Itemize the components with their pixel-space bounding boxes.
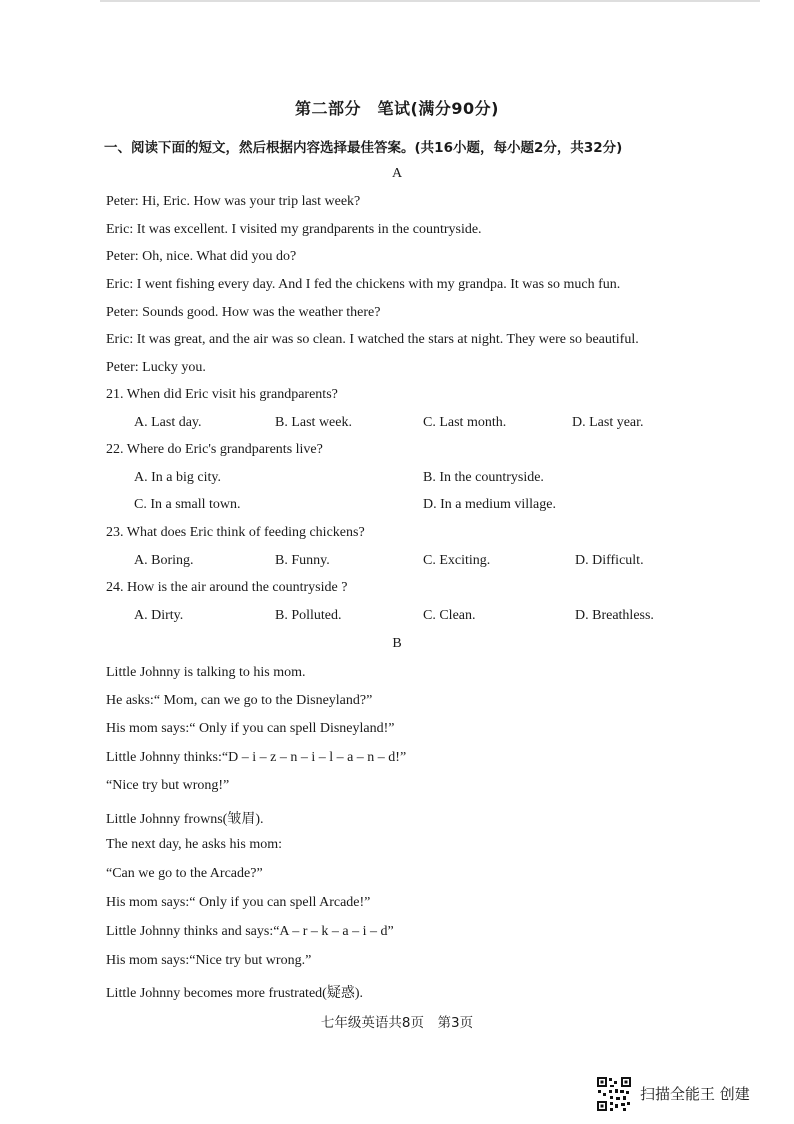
passage-line: His mom says:“ Only if you can spell Arcade!” <box>106 895 371 910</box>
passage-line: His mom says:“Nice try but wrong.” <box>106 953 312 968</box>
option-24-a: A. Dirty. <box>134 608 184 623</box>
option-24-c: C. Clean. <box>423 608 476 623</box>
option-23-d: D. Difficult. <box>575 553 644 568</box>
question-22: 22. Where do Eric's grandparents live? <box>106 442 323 457</box>
option-21-d: D. Last year. <box>572 415 644 430</box>
question-23: 23. What does Eric think of feeding chickens? <box>106 525 365 540</box>
question-24: 24. How is the air around the countryside ? <box>106 580 348 595</box>
passage-line: His mom says:“ Only if you can spell Disneyland!” <box>106 721 395 736</box>
option-22-c: C. In a small town. <box>134 497 241 512</box>
dialogue-line: Peter: Lucky you. <box>106 360 206 375</box>
passage-b-label: B <box>392 636 402 651</box>
passage-line: Little Johnny is talking to his mom. <box>106 665 306 680</box>
option-22-a: A. In a big city. <box>134 470 221 485</box>
option-23-a: A. Boring. <box>134 553 194 568</box>
dialogue-line: Eric: I went fishing every day. And I fed the chickens with my grandpa. It was so much fun. <box>106 277 621 292</box>
scanner-watermark: 扫描全能王 创建 <box>640 1085 750 1103</box>
passage-line: The next day, he asks his mom: <box>106 837 283 852</box>
section-instructions: 一、阅读下面的短文，然后根据内容选择最佳答案。(共16小题，每小题2分，共32分) <box>104 140 623 156</box>
passage-line: “Nice try but wrong!” <box>106 778 230 793</box>
option-21-c: C. Last month. <box>423 415 507 430</box>
option-22-b: B. In the countryside. <box>423 470 544 485</box>
passage-a-label: A <box>391 166 403 181</box>
page-footer: 七年级英语共8页 第3页 <box>320 1015 474 1031</box>
option-24-d: D. Breathless. <box>575 608 654 623</box>
page-title: 第二部分 笔试(满分90分) <box>295 99 499 118</box>
option-21-b: B. Last week. <box>275 415 352 430</box>
question-21: 21. When did Eric visit his grandparents? <box>106 387 338 402</box>
passage-line: Little Johnny becomes more frustrated(疑惑). <box>106 986 363 1001</box>
dialogue-line: Peter: Hi, Eric. How was your trip last week? <box>106 194 361 209</box>
dialogue-line: Eric: It was great, and the air was so clean. I watched the stars at night. They were so beautiful. <box>106 332 639 347</box>
dialogue-line: Peter: Oh, nice. What did you do? <box>106 249 297 264</box>
scan-edge <box>100 0 760 10</box>
dialogue-line: Eric: It was excellent. I visited my grandparents in the countryside. <box>106 222 482 237</box>
passage-line: “Can we go to the Arcade?” <box>106 866 263 881</box>
qr-code-icon <box>596 1076 632 1112</box>
passage-line: He asks:“ Mom, can we go to the Disneyland?” <box>106 693 373 708</box>
dialogue-line: Peter: Sounds good. How was the weather there? <box>106 305 381 320</box>
option-21-a: A. Last day. <box>134 415 202 430</box>
option-23-c: C. Exciting. <box>423 553 491 568</box>
passage-line: Little Johnny frowns(皱眉). <box>106 812 264 827</box>
passage-line: Little Johnny thinks:“D – i – z – n – i – l – a – n – d!” <box>106 750 407 765</box>
passage-line: Little Johnny thinks and says:“A – r – k – a – i – d” <box>106 924 394 939</box>
option-23-b: B. Funny. <box>275 553 330 568</box>
option-22-d: D. In a medium village. <box>423 497 556 512</box>
option-24-b: B. Polluted. <box>275 608 342 623</box>
